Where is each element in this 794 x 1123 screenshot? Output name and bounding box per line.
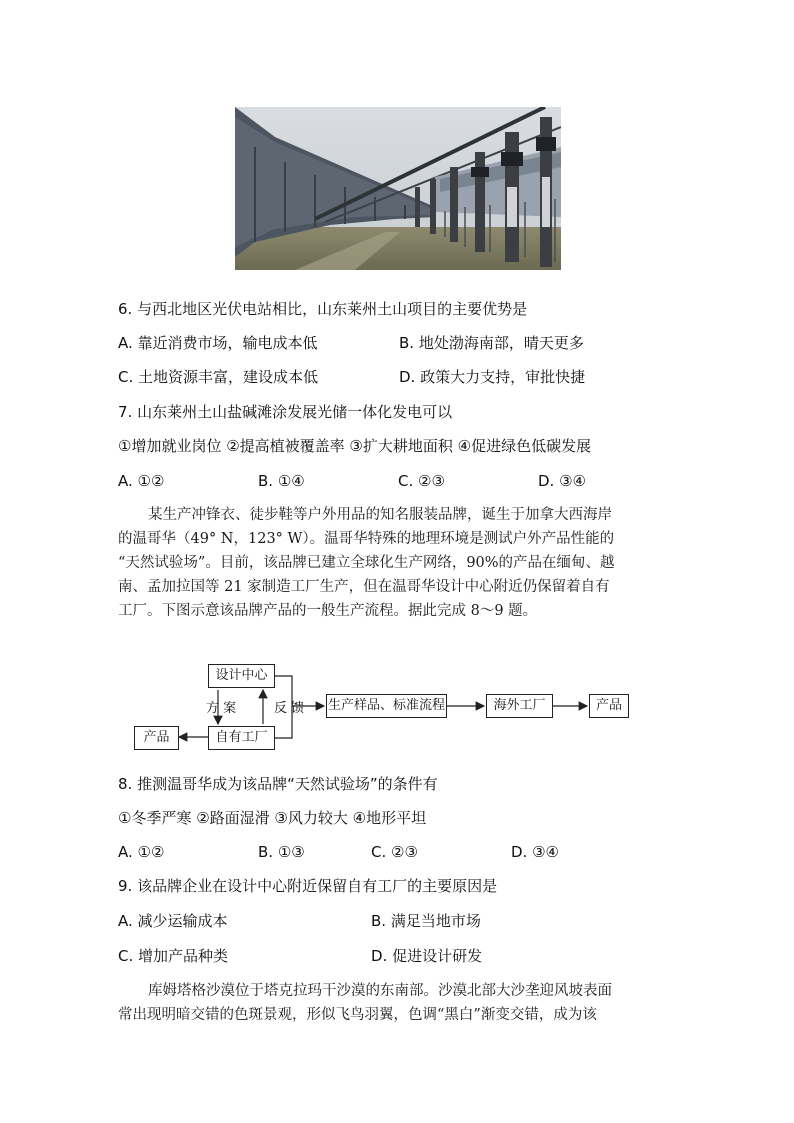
q8-statements: ①冬季严寒 ②路面湿滑 ③风力较大 ④地形平坦 (118, 809, 427, 827)
sample-process-box: 生产样品、标准流程 (326, 694, 447, 718)
q6-stem: 6. 与西北地区光伏电站相比，山东莱州土山项目的主要优势是 (118, 300, 528, 318)
product-right-box: 产品 (589, 694, 629, 718)
q9-option-a: A. 减少运输成本 (118, 912, 228, 930)
passage1-line-4: 南、孟加拉国等 21 家制造工厂生产，但在温哥华设计中心附近仍保留着自有 (118, 579, 610, 595)
solar-panel-photo (235, 107, 561, 270)
q8-option-d: D. ③④ (511, 843, 559, 861)
passage1-line-5: 工厂。下图示意该品牌产品的一般生产流程。据此完成 8～9 题。 (118, 603, 538, 619)
feedback-label: 反 馈 (274, 701, 305, 716)
q9-option-c: C. 增加产品种类 (118, 947, 229, 965)
q8-option-a: A. ①② (118, 843, 165, 861)
q8-option-b: B. ①③ (258, 843, 305, 861)
q7-option-a: A. ①② (118, 472, 165, 490)
q8-stem: 8. 推测温哥华成为该品牌“天然试验场”的条件有 (118, 775, 438, 793)
q6-option-a: A. 靠近消费市场，输电成本低 (118, 334, 318, 352)
q6-option-c: C. 土地资源丰富，建设成本低 (118, 368, 319, 386)
passage2-line-2: 常出现明暗交错的色斑景观，形似飞鸟羽翼，色调“黑白”渐变交错，成为该 (118, 1007, 597, 1023)
passage1-line-3: “天然试验场”。目前，该品牌已建立全球化生产网络，90%的产品在缅甸、越 (118, 555, 615, 571)
plan-label: 方 案 (206, 701, 237, 716)
passage1-line-1: 某生产冲锋衣、徒步鞋等户外用品的知名服装品牌，诞生于加拿大西海岸 (148, 507, 612, 523)
q7-statements: ①增加就业岗位 ②提高植被覆盖率 ③扩大耕地面积 ④促进绿色低碳发展 (118, 437, 592, 455)
q9-option-d: D. 促进设计研发 (371, 947, 483, 965)
q6-option-b: B. 地处渤海南部，晴天更多 (399, 334, 584, 352)
passage2-line-1: 库姆塔格沙漠位于塔克拉玛干沙漠的东南部。沙漠北部大沙垄迎风坡表面 (148, 983, 612, 999)
overseas-factory-box: 海外工厂 (486, 694, 553, 718)
own-factory-box: 自有工厂 (208, 726, 275, 750)
q9-option-b: B. 满足当地市场 (371, 912, 481, 930)
design-center-box: 设计中心 (208, 664, 275, 688)
passage1-line-2: 的温哥华（49° N，123° W）。温哥华特殊的地理环境是测试户外产品性能的 (118, 531, 615, 547)
q8-option-c: C. ②③ (371, 843, 418, 861)
q7-option-c: C. ②③ (398, 472, 445, 490)
q9-stem: 9. 该品牌企业在设计中心附近保留自有工厂的主要原因是 (118, 877, 498, 895)
q7-option-d: D. ③④ (538, 472, 586, 490)
q7-stem: 7. 山东莱州土山盐碱滩涂发展光储一体化发电可以 (118, 403, 453, 421)
q7-option-b: B. ①④ (258, 472, 305, 490)
product-left-box: 产品 (134, 726, 179, 750)
q6-option-d: D. 政策大力支持，审批快捷 (399, 368, 586, 386)
